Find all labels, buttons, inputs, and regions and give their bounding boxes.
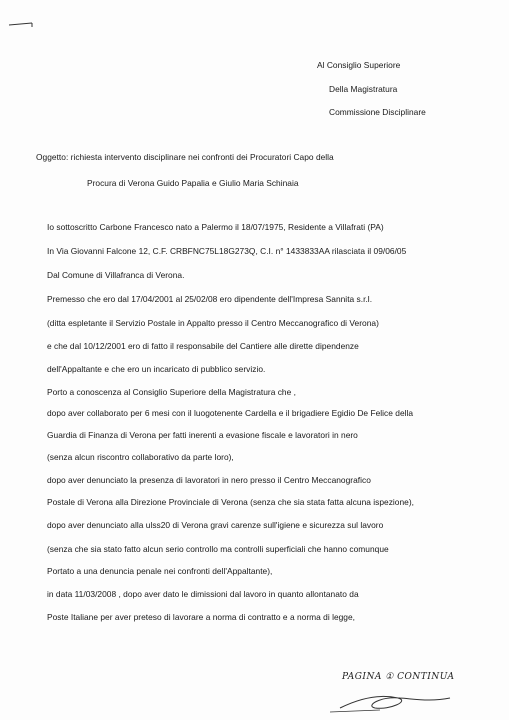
body-line-12: dopo aver denunciato la presenza di lavoratori in nero presso il Centro Meccanografico bbox=[47, 475, 371, 485]
body-line-8: Porto a conoscenza al Consiglio Superiore della Magistratura che , bbox=[47, 387, 296, 397]
body-line-5: (ditta espletante il Servizio Postale in Appalto presso il Centro Meccanografico di Verona) bbox=[47, 318, 379, 328]
subject-line: Oggetto: richiesta intervento disciplinare nei confronti dei Procuratori Capo della bbox=[36, 152, 334, 162]
body-line-9: dopo aver collaborato per 6 mesi con il luogotenente Cardella e il brigadiere Egidio De Felice della bbox=[47, 408, 414, 418]
body-line-11: (senza alcun riscontro collaborativo da parte loro), bbox=[47, 452, 234, 462]
signature-area bbox=[320, 668, 500, 716]
body-line-17: in data 11/03/2008 , dopo aver dato le dimissioni dal lavoro in quanto allontanato da bbox=[47, 589, 359, 599]
body-line-14: dopo aver denunciato alla ulss20 di Verona gravi carenze sull'igiene e sicurezza sul lavoro bbox=[47, 520, 384, 530]
body-line-3: Dal Comune di Villafranca di Verona. bbox=[47, 270, 185, 280]
body-line-15: (senza che sia stato fatto alcun serio controllo ma controlli superficiali che hanno comunque bbox=[47, 544, 389, 554]
addressee-line-2: Della Magistratura bbox=[329, 84, 398, 94]
addressee-line-3: Commissione Disciplinare bbox=[329, 107, 426, 117]
body-line-6: e che dal 10/12/2001 ero di fatto il responsabile del Cantiere alle dirette dipendenze bbox=[47, 341, 359, 351]
body-line-16: Portato a una denuncia penale nei confronti dell'Appaltante), bbox=[47, 566, 273, 576]
body-line-4: Premesso che ero dal 17/04/2001 al 25/02/08 ero dipendente dell'Impresa Sannita s.r.l. bbox=[47, 294, 373, 304]
body-line-18: Poste Italiane per aver preteso di lavorare a norma di contratto e a norma di legge, bbox=[47, 612, 356, 622]
body-line-2: In Via Giovanni Falcone 12, C.F. CRBFNC75L18G273Q, C.I. n° 1433833AA rilasciata il 09/06/05 bbox=[47, 246, 407, 256]
body-line-13: Postale di Verona alla Direzione Provinciale di Verona (senza che sia stata fatta alcuna ispezione), bbox=[47, 497, 414, 507]
subject-continuation: Procura di Verona Guido Papalia e Giulio Maria Schinaia bbox=[87, 178, 299, 188]
handwritten-note: PAGINA ① CONTINUA bbox=[342, 672, 455, 682]
body-line-10: Guardia di Finanza di Verona per fatti inerenti a evasione fiscale e lavoratori in nero bbox=[47, 430, 358, 440]
corner-mark-icon bbox=[8, 20, 34, 28]
signature-scribble-icon bbox=[320, 668, 500, 716]
addressee-line-1: Al Consiglio Superiore bbox=[317, 60, 401, 70]
body-line-1: Io sottoscritto Carbone Francesco nato a Palermo il 18/07/1975, Residente a Villafrati (PA) bbox=[47, 222, 384, 232]
body-line-7: dell'Appaltante e che ero un incaricato di pubblico servizio. bbox=[47, 364, 266, 374]
